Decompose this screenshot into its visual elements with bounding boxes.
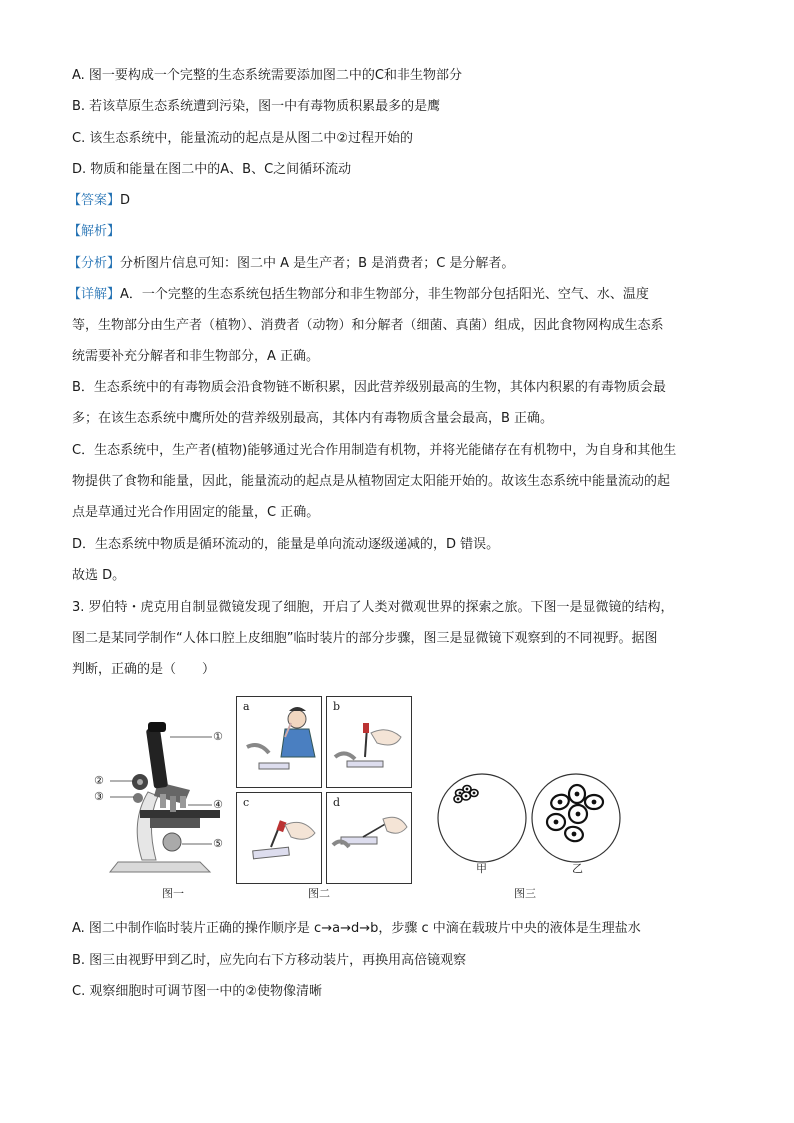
- panel-d-letter: d: [333, 796, 341, 809]
- option-b: B. 若该草原生态系统遭到污染，图一中有毒物质积累最多的是鹰: [72, 99, 441, 114]
- circle-label-yi: 乙: [572, 862, 583, 875]
- microscope-label-3: ③: [94, 790, 104, 803]
- explain-c-1: C．生态系统中，生产者(植物)能够通过光合作用制造有机物，并将光能储存在有机物中，为自身和其他生: [72, 443, 677, 458]
- fenxi-text: 分析图片信息可知：图二中 A 是生产者；B 是消费者；C 是分解者。: [120, 256, 515, 271]
- caption-fig3: 图三: [514, 887, 536, 900]
- microscope-label-1: ①: [213, 730, 223, 743]
- option-a: A. 图一要构成一个完整的生态系统需要添加图二中的C和非生物部分: [72, 68, 463, 83]
- panel-b: [326, 696, 412, 788]
- explain-d: D．生态系统中物质是循环流动的，能量是单向流动逐级递减的，D 错误。: [72, 537, 500, 552]
- microscope-view-yi: [530, 772, 622, 864]
- question3-line-3: 判断，正确的是（ ）: [72, 662, 216, 677]
- panel-b-letter: b: [333, 700, 341, 713]
- explain-b-1: B．生态系统中的有毒物质会沿食物链不断积累，因此营养级别最高的生物，其体内积累的有毒物质会最: [72, 380, 666, 395]
- option-d: D. 物质和能量在图二中的A、B、C之间循环流动: [72, 162, 352, 177]
- explain-c-3: 点是草通过光合作用固定的能量，C 正确。: [72, 505, 320, 520]
- q3-option-c: C. 观察细胞时可调节图一中的②使物像清晰: [72, 984, 322, 999]
- conclusion: 故选 D。: [72, 568, 126, 583]
- question3-line-2: 图二是某同学制作“人体口腔上皮细胞”临时装片的部分步骤，图三是显微镜下观察到的不同视野。据图: [72, 631, 658, 646]
- question3-line-1: 3. 罗伯特・虎克用自制显微镜发现了细胞，开启了人类对微观世界的探索之旅。下图一是显微镜的结构，: [72, 600, 674, 615]
- panel-c-letter: c: [243, 796, 250, 809]
- caption-fig1: 图一: [162, 887, 184, 900]
- option-c: C. 该生态系统中，能量流动的起点是从图二中②过程开始的: [72, 131, 413, 146]
- step-c-illustration: [237, 793, 321, 883]
- q3-option-a: A. 图二中制作临时装片正确的操作顺序是 c→a→d→b，步骤 c 中滴在载玻片中央的液体是生理盐水: [72, 921, 641, 936]
- xiangjie-line-1: [68, 285, 649, 305]
- explain-c-2: 物提供了食物和能量，因此，能量流动的起点是从植物固定太阳能开始的。故该生态系统中能量流动的起: [72, 474, 671, 489]
- fenxi-tag: 【分析】: [68, 256, 121, 271]
- microscope-label-5: ⑤: [213, 837, 223, 850]
- answer-tag: 【答案】: [68, 193, 121, 208]
- answer-value: D: [120, 193, 131, 208]
- circle-label-jia: 甲: [476, 862, 487, 875]
- answer-line: [68, 191, 130, 211]
- panel-c: [236, 792, 322, 884]
- q3-option-b: B. 图三由视野甲到乙时，应先向右下方移动装片，再换用高倍镜观察: [72, 953, 467, 968]
- xiangjie-tag: 【详解】: [68, 287, 121, 302]
- panel-d: [326, 792, 412, 884]
- microscope-view-jia: [436, 772, 528, 864]
- panel-a: [236, 696, 322, 788]
- xiangjie-text-1: A．一个完整的生态系统包括生物部分和非生物部分，非生物部分包括阳光、空气、水、温度: [120, 287, 649, 302]
- explain-b-2: 多；在该生态系统中鹰所处的营养级别最高，其体内有毒物质含量会最高，B 正确。: [72, 411, 554, 426]
- fenxi-line: [68, 254, 514, 274]
- figure-area: [94, 692, 660, 907]
- caption-fig2: 图二: [308, 887, 330, 900]
- analysis-tag: 【解析】: [68, 224, 121, 239]
- panel-a-letter: a: [243, 700, 250, 713]
- xiangjie-text-2: 等，生物部分由生产者（植物）、消费者（动物）和分解者（细菌、真菌）组成，因此食物网构成生态系: [72, 318, 664, 333]
- microscope-label-4: ④: [213, 798, 223, 811]
- microscope-label-2: ②: [94, 774, 104, 787]
- xiangjie-text-3: 统需要补充分解者和非生物部分，A 正确。: [72, 349, 320, 364]
